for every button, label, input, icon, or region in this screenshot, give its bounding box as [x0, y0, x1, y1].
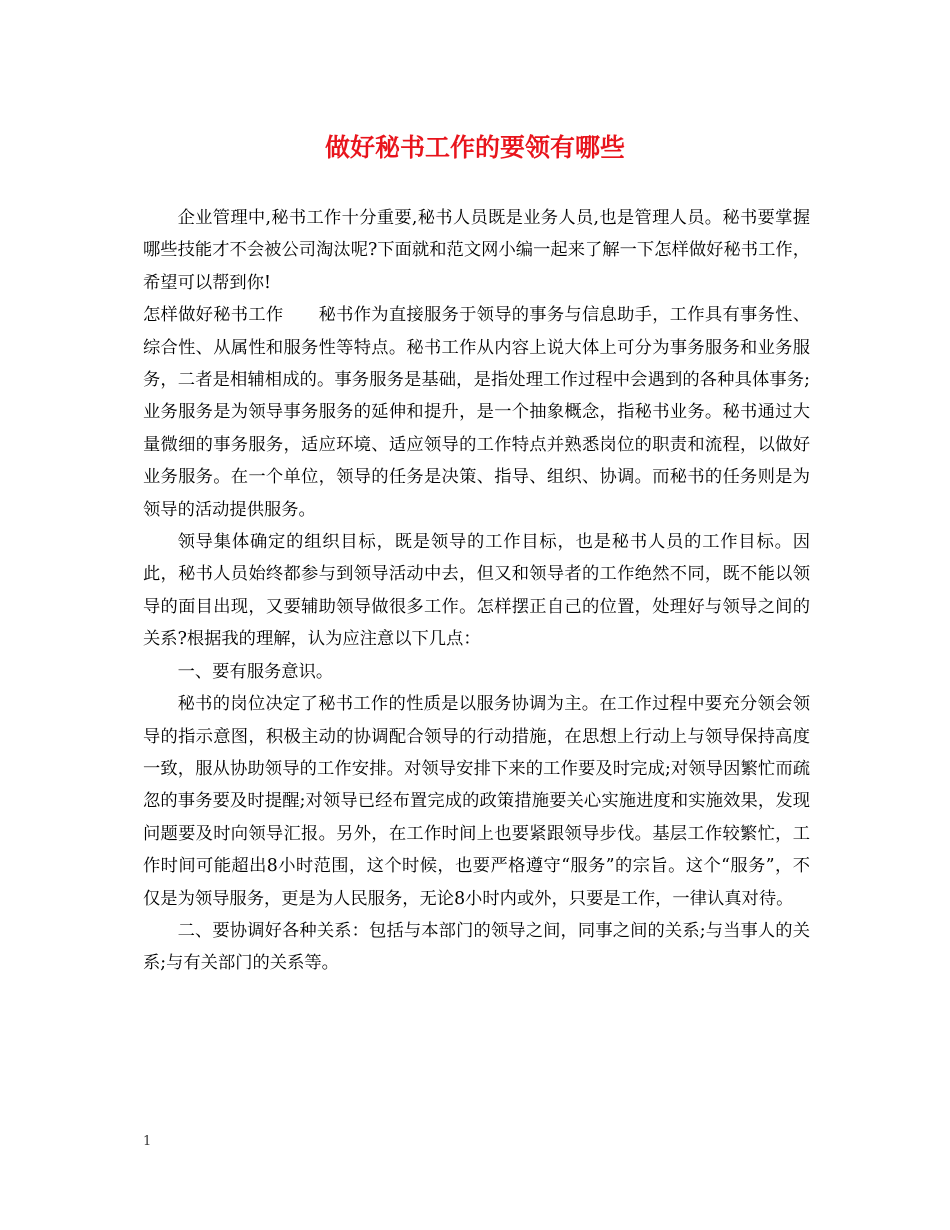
- section-heading-service: 一、要有服务意识。: [177, 661, 334, 682]
- section-heading-relations: 二、要协调好各种关系：包括与本部门的领导之间，同事之间的关系;与当事人的关系;与有关部门的关系等。: [143, 920, 810, 974]
- paragraph-service: 秘书的岗位决定了秘书工作的性质是以服务协调为主。在工作过程中要充分领会领导的指示意图，积极主动的协调配合领导的行动措施，在思想上行动上与领导保持高度一致，服从协助领导的工作安排。对领导安排下来的工作要及时完成;对领导因繁忙而疏忽的事务要及时提醒;对领导已经布置完成的政策措施要关心实施进度和实施效果，发现问题要及时向领导汇报。另外，在工作时间上也要紧跟领导步伐。基层工作较繁忙，工作时间可能超出8小时范围，这个时候，也要严格遵守“服务”的宗旨。这个“服务”，不仅是为领导服务，更是为人民服务，无论8小时内或外，只要是工作，一律认真对待。: [143, 694, 810, 909]
- document-title: 做好秘书工作的要领有哪些: [324, 133, 625, 162]
- document-body: [143, 202, 810, 980]
- page-number: 1: [143, 1134, 152, 1149]
- paragraph-intro: 企业管理中,秘书工作十分重要,秘书人员既是业务人员,也是管理人员。秘书要掌握哪些技能才不会被公司淘汰呢?下面就和范文网小编一起来了解一下怎样做好秘书工作，希望可以帮到你!: [143, 208, 810, 293]
- paragraph-goals: 领导集体确定的组织目标，既是领导的工作目标，也是秘书人员的工作目标。因此，秘书人员始终都参与到领导活动中去，但又和领导者的工作绝然不同，既不能以领导的面目出现，又要辅助领导做很多工作。怎样摆正自己的位置，处理好与领导之间的关系?根据我的理解，认为应注意以下几点：: [143, 532, 810, 650]
- paragraph-how-to: 怎样做好秘书工作 秘书作为直接服务于领导的事务与信息助手，工作具有事务性、综合性、从属性和服务性等特点。秘书工作从内容上说大体上可分为事务服务和业务服务，二者是相辅相成的。事务服务是基础，是指处理工作过程中会遇到的各种具体事务;业务服务是为领导事务服务的延伸和提升，是一个抽象概念，指秘书业务。秘书通过大量微细的事务服务，适应环境、适应领导的工作特点并熟悉岗位的职责和流程，以做好业务服务。在一个单位，领导的任务是决策、指导、组织、协调。而秘书的任务则是为领导的活动提供服务。: [143, 305, 810, 520]
